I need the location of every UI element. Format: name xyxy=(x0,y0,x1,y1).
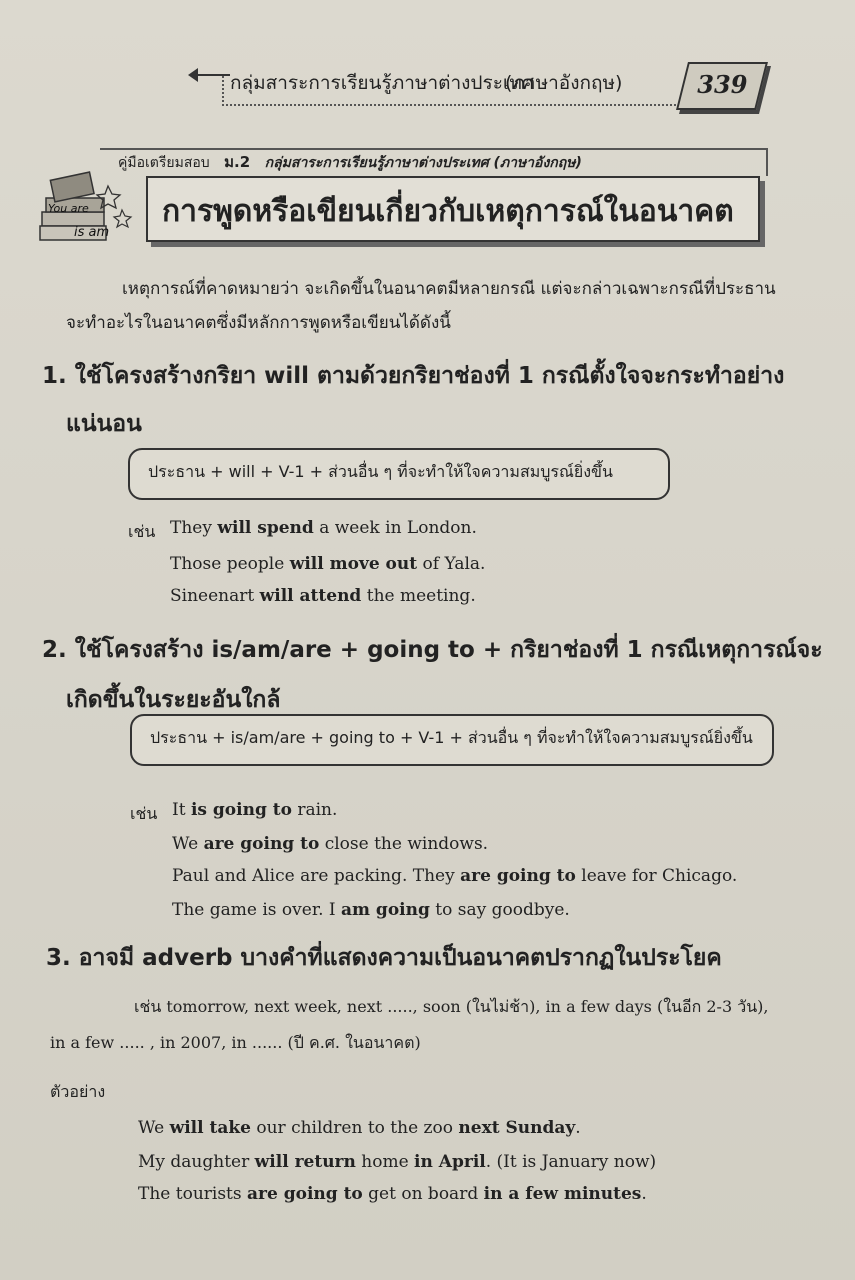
chapter-title: การพูดหรือเขียนเกี่ยวกับเหตุการณ์ในอนาคต xyxy=(162,194,734,229)
logo-text-bottom: is am xyxy=(74,225,110,240)
section-1-example-label: เช่น xyxy=(128,522,156,541)
section-1-heading-cont: แน่นอน xyxy=(66,411,142,437)
section-2-example-1: It is going to rain. xyxy=(172,800,338,820)
section-3-adverbs-line-1: เช่น tomorrow, next week, next ....., soon (ในไม่ช้า), in a few days (ในอีก 2-3 วัน), xyxy=(134,997,769,1016)
section-1-example-2: Those people will move out of Yala. xyxy=(170,554,486,574)
section-2-heading: 2. ใช้โครงสร้าง is/am/are + going to + กริยาช่องที่ 1 กรณีเหตุการณ์จะ xyxy=(42,637,823,663)
section-1-example-1: They will spend a week in London. xyxy=(170,518,477,538)
section-1-formula: ประธาน + will + V-1 + ส่วนอื่น ๆ ที่จะทำให้ใจความสมบูรณ์ยิ่งขึ้น xyxy=(148,462,613,481)
page-number: 339 xyxy=(697,70,748,99)
banner-subject: กลุ่มสาระการเรียนรู้ภาษาต่างประเทศ (ภาษาอังกฤษ) xyxy=(264,155,582,171)
book-stack-logo-icon xyxy=(38,166,138,246)
banner-grade: ม.2 xyxy=(224,153,251,171)
running-header xyxy=(190,62,770,114)
section-3-example-1: We will take our children to the zoo next Sunday. xyxy=(138,1118,581,1138)
section-2-example-2: We are going to close the windows. xyxy=(172,834,489,854)
running-title: กลุ่มสาระการเรียนรู้ภาษาต่างประเทศ xyxy=(230,72,534,94)
section-2-example-3: Paul and Alice are packing. They are going to leave for Chicago. xyxy=(172,866,738,886)
banner-book: คู่มือเตรียมสอบ xyxy=(118,155,210,171)
page-number-box xyxy=(676,62,768,110)
section-2-example-label: เช่น xyxy=(130,804,158,823)
intro-line-1: เหตุการณ์ที่คาดหมายว่า จะเกิดขึ้นในอนาคตมีหลายกรณี แต่จะกล่าวเฉพาะกรณีที่ประธาน xyxy=(122,279,776,299)
chapter-banner xyxy=(38,148,766,250)
section-1-heading: 1. ใช้โครงสร้างกริยา will ตามด้วยกริยาช่องที่ 1 กรณีตั้งใจจะกระทำอย่าง xyxy=(42,363,785,389)
section-3-heading: 3. อาจมี adverb บางคำที่แสดงความเป็นอนาคตปรากฏในประโยค xyxy=(46,945,722,971)
section-3-example-2: My daughter will return home in April. (It is January now) xyxy=(138,1152,657,1172)
section-2-formula: ประธาน + is/am/are + going to + V-1 + ส่วนอื่น ๆ ที่จะทำให้ใจความสมบูรณ์ยิ่งขึ้น xyxy=(150,728,753,747)
chapter-title-box xyxy=(146,176,760,242)
section-1-formula-box xyxy=(128,448,670,500)
section-2-formula-box xyxy=(130,714,774,766)
logo-text-top: You are xyxy=(48,202,89,215)
section-3-example-label: ตัวอย่าง xyxy=(50,1082,106,1101)
running-subject: (ภาษาอังกฤษ) xyxy=(505,72,623,94)
section-2-example-4: The game is over. I am going to say goodbye. xyxy=(172,900,570,920)
section-3-adverbs-line-2: in a few ..... , in 2007, in ...... (ปี ค.ศ. ในอนาคต) xyxy=(50,1033,421,1052)
banner-subtitle xyxy=(118,150,582,174)
intro-line-2: จะทำอะไรในอนาคตซึ่งมีหลักการพูดหรือเขียนได้ดังนี้ xyxy=(66,313,451,333)
section-3-example-3: The tourists are going to get on board in a few minutes. xyxy=(138,1184,647,1204)
section-1-example-3: Sineenart will attend the meeting. xyxy=(170,586,476,606)
section-2-heading-cont: เกิดขึ้นในระยะอันใกล้ xyxy=(66,687,281,713)
